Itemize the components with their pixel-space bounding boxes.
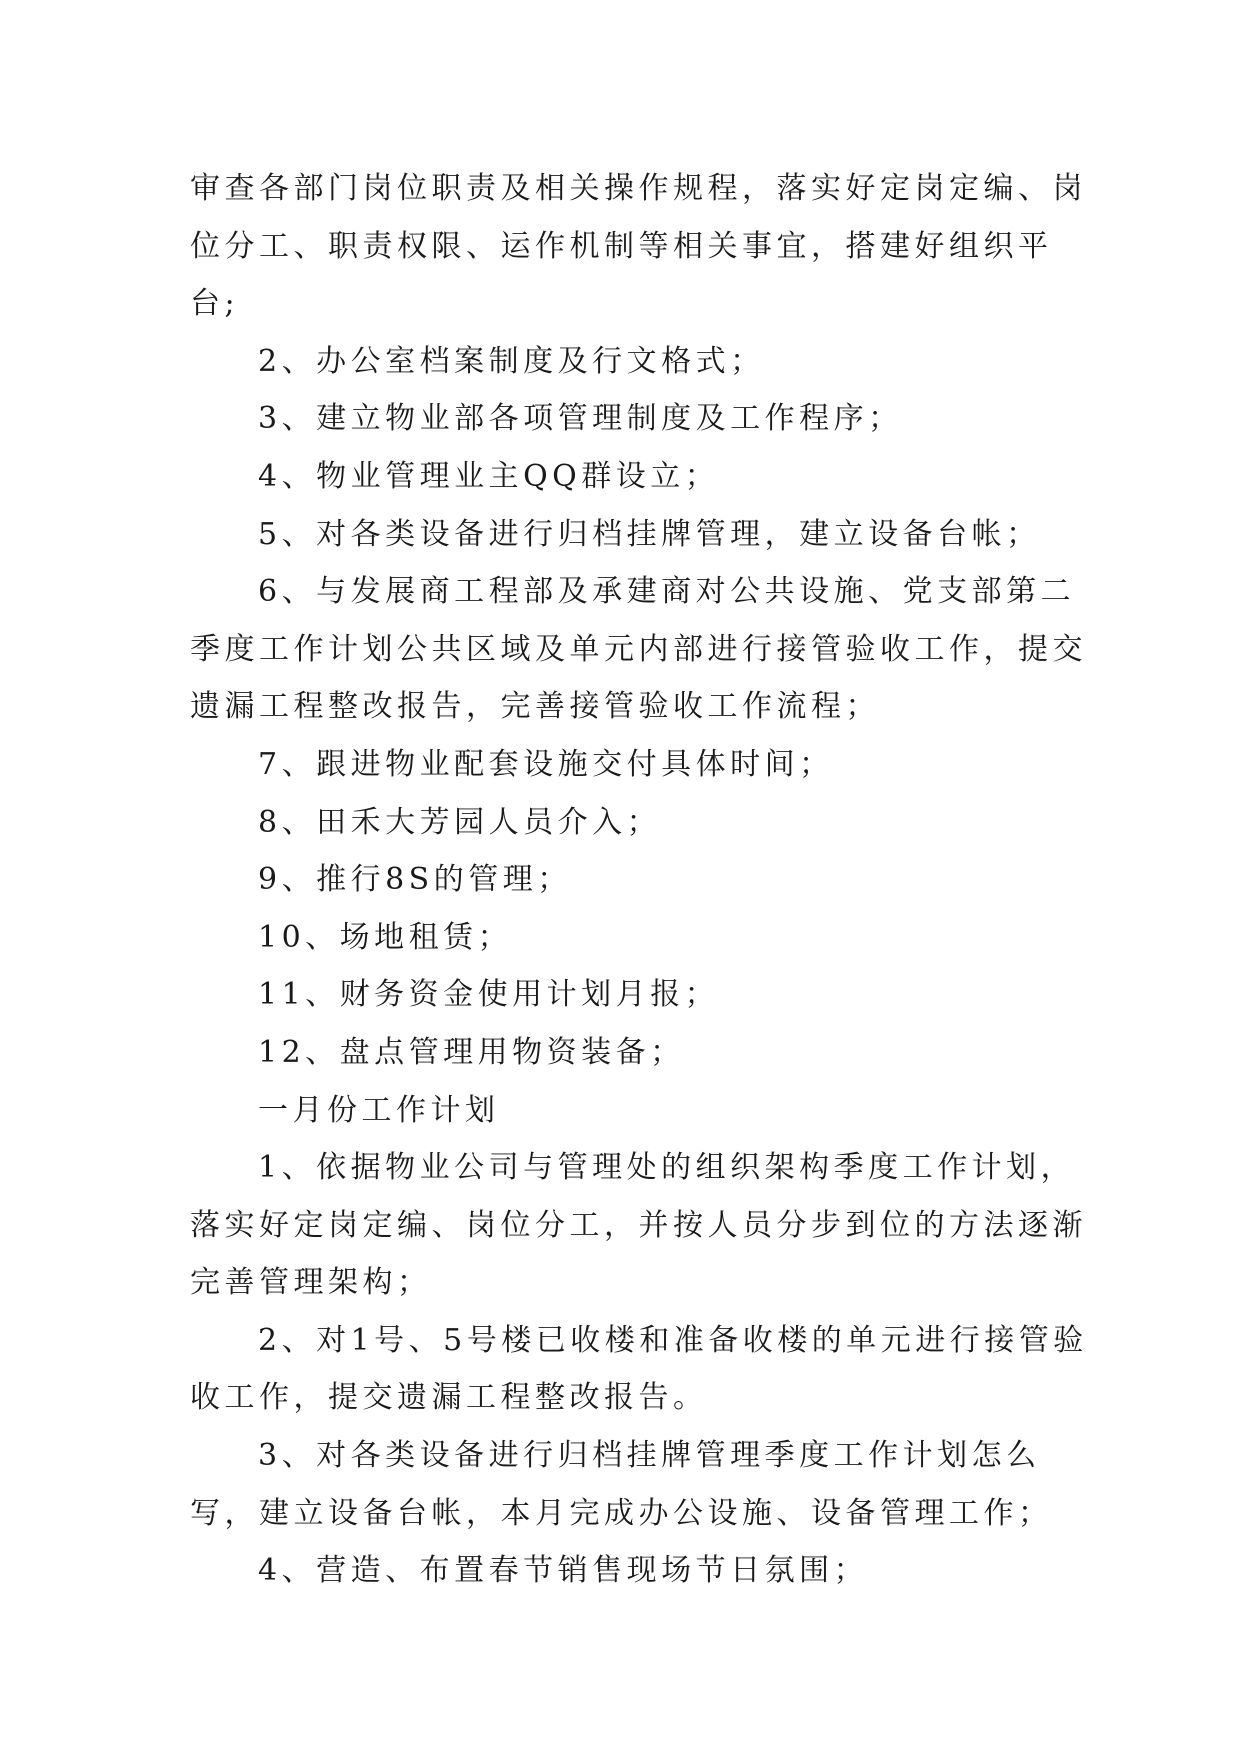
paragraph-item-2: 2、办公室档案制度及行文格式；	[258, 343, 765, 379]
paragraph-item-3: 3、建立物业部各项管理制度及工作程序；	[258, 401, 903, 437]
paragraph-item-7: 7、跟进物业配套设施交付具体时间；	[258, 746, 834, 782]
paragraph-item-5: 5、对各类设备进行归档挂牌管理，建立设备台帐；	[258, 516, 1041, 552]
paragraph-jan-item-4: 4、营造、布置春节销售现场节日氛围；	[258, 1553, 869, 1589]
paragraph-item-11: 11、财务资金使用计划月报；	[258, 977, 720, 1013]
paragraph-item-12: 12、盘点管理用物资装备；	[258, 1034, 685, 1070]
paragraph-jan-item-1: 1、依据物业公司与管理处的组织架构季度工作计划，落实好定岗定编、岗位分工，并按人员分步到位的方法逐渐完善管理架构；	[190, 1150, 1087, 1301]
paragraph-continuation: 审查各部门岗位职责及相关操作规程，落实好定岗定编、岗位分工、职责权限、运作机制等相关事宜，搭建好组织平台;	[190, 171, 1087, 322]
document-body	[190, 160, 1090, 1600]
paragraph-item-8: 8、田禾大芳园人员介入；	[258, 804, 662, 840]
paragraph-jan-item-2: 2、对1号、5号楼已收楼和准备收楼的单元进行接管验收工作，提交遗漏工程整改报告。	[190, 1322, 1088, 1416]
paragraph-item-6: 6、与发展商工程部及承建商对公共设施、党支部第二季度工作计划公共区域及单元内部进行接管验收工作，提交遗漏工程整改报告，完善接管验收工作流程；	[190, 574, 1087, 725]
section-heading-january-plan: 一月份工作计划	[258, 1092, 500, 1128]
paragraph-jan-item-3: 3、对各类设备进行归档挂牌管理季度工作计划怎么写，建立设备台帐，本月完成办公设施、设备管理工作；	[190, 1438, 1053, 1531]
paragraph-item-4: 4、物业管理业主QQ群设立；	[258, 458, 720, 494]
paragraph-item-10: 10、场地租赁；	[258, 919, 513, 955]
paragraph-item-9: 9、推行8S的管理；	[258, 862, 572, 898]
